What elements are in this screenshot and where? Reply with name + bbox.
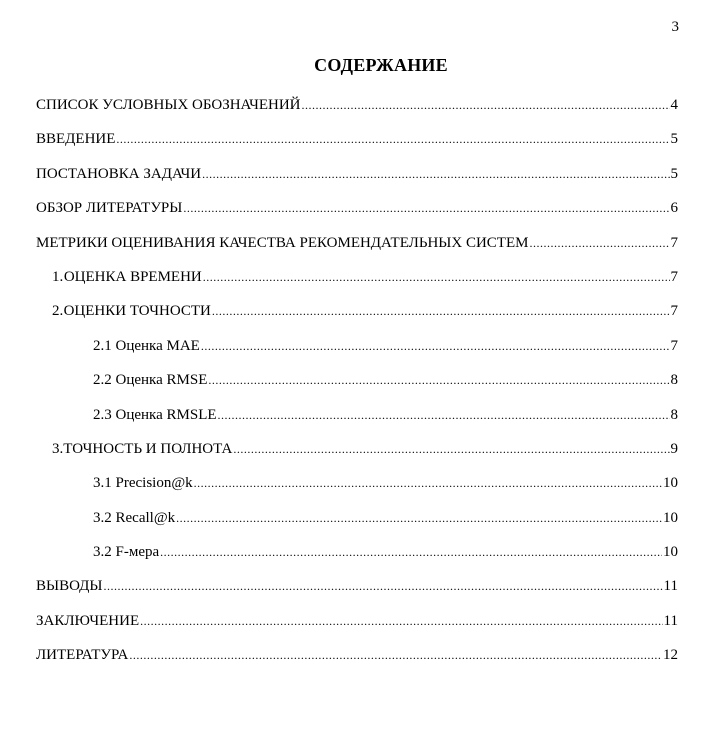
table-of-contents (36, 96, 678, 681)
toc-entry-title: ПОСТАНОВКА ЗАДАЧИ (36, 165, 202, 182)
toc-entry-title: ВЫВОДЫ (36, 578, 103, 595)
toc-entry-title: 2.1 Оценка MAE (93, 337, 200, 354)
toc-leader-dots (140, 612, 662, 630)
toc-entry-title: 3.1 Precision@k (93, 475, 193, 492)
toc-leader-dots (116, 130, 669, 148)
toc-entry (36, 130, 678, 164)
toc-leader-dots (129, 646, 662, 664)
toc-entry-number: 2. (52, 303, 64, 320)
toc-entry-title: ТОЧНОСТЬ И ПОЛНОТА (63, 440, 233, 457)
toc-entry (36, 96, 678, 130)
toc-entry (36, 234, 678, 268)
toc-leader-dots (302, 96, 670, 114)
toc-entry-page: 11 (663, 612, 678, 629)
toc-entry-title: СПИСОК УСЛОВНЫХ ОБОЗНАЧЕНИЙ (36, 97, 301, 113)
toc-leader-dots (212, 302, 670, 320)
toc-entry-page: 5 (670, 131, 678, 148)
toc-entry (36, 199, 678, 233)
toc-entry-page: 9 (670, 440, 678, 457)
toc-entry (36, 577, 678, 611)
toc-title: СОДЕРЖАНИЕ (314, 55, 448, 75)
toc-leader-dots (203, 268, 670, 286)
toc-entry (36, 612, 678, 646)
toc-entry-title: МЕТРИКИ ОЦЕНИВАНИЯ КАЧЕСТВА РЕКОМЕНДАТЕЛЬНЫХ СИСТЕМ (36, 234, 529, 251)
toc-entry-title: ВВЕДЕНИЕ (36, 131, 116, 148)
toc-leader-dots (529, 234, 669, 252)
toc-entry (36, 268, 678, 302)
toc-entry (36, 474, 678, 508)
toc-entry-page: 12 (663, 647, 678, 664)
toc-leader-dots (218, 406, 670, 424)
toc-entry (36, 543, 678, 577)
toc-entry-page: 10 (663, 509, 678, 526)
toc-leader-dots (183, 199, 669, 217)
toc-entry-page: 7 (670, 303, 678, 320)
toc-entry (36, 406, 678, 440)
toc-entry-number: 3. (52, 440, 64, 457)
toc-entry-page: 7 (670, 268, 678, 285)
toc-entry (36, 371, 678, 405)
toc-leader-dots (208, 371, 669, 389)
toc-entry-page: 10 (663, 544, 678, 561)
toc-entry-title: ОБЗОР ЛИТЕРАТУРЫ (36, 200, 183, 217)
toc-entry-page: 8 (670, 372, 678, 389)
toc-entry-title: ОЦЕНКА ВРЕМЕНИ (63, 268, 202, 285)
toc-entry-number: 1. (52, 268, 64, 285)
toc-entry (36, 165, 678, 199)
toc-entry-page: 4 (670, 97, 678, 113)
page-number: 3 (671, 19, 679, 35)
toc-entry-page: 7 (670, 234, 678, 251)
toc-leader-dots (176, 509, 662, 527)
toc-entry-title: ЗАКЛЮЧЕНИЕ (36, 612, 140, 629)
toc-entry (36, 337, 678, 371)
toc-entry-title: 3.2 F-мера (93, 544, 160, 561)
toc-leader-dots (104, 577, 663, 595)
toc-entry-title: 2.3 Оценка RMSLE (93, 406, 217, 423)
toc-leader-dots (233, 440, 669, 458)
toc-entry-page: 7 (670, 337, 678, 354)
toc-entry (36, 509, 678, 543)
toc-entry (36, 302, 678, 336)
toc-entry (36, 440, 678, 474)
toc-entry-title: ОЦЕНКИ ТОЧНОСТИ (63, 303, 211, 320)
toc-leader-dots (201, 337, 670, 355)
toc-entry-page: 5 (670, 165, 678, 182)
toc-entry-title: ЛИТЕРАТУРА (36, 647, 129, 664)
toc-entry-page: 6 (670, 200, 678, 217)
toc-entry-page: 10 (663, 475, 678, 492)
toc-entry-title: 2.2 Оценка RMSE (93, 372, 208, 389)
toc-leader-dots (194, 474, 662, 492)
toc-leader-dots (202, 165, 669, 183)
toc-entry-page: 11 (663, 578, 678, 595)
toc-entry (36, 646, 678, 680)
toc-entry-page: 8 (670, 406, 678, 423)
toc-entry-title: 3.2 Recall@k (93, 509, 176, 526)
toc-leader-dots (160, 543, 662, 561)
